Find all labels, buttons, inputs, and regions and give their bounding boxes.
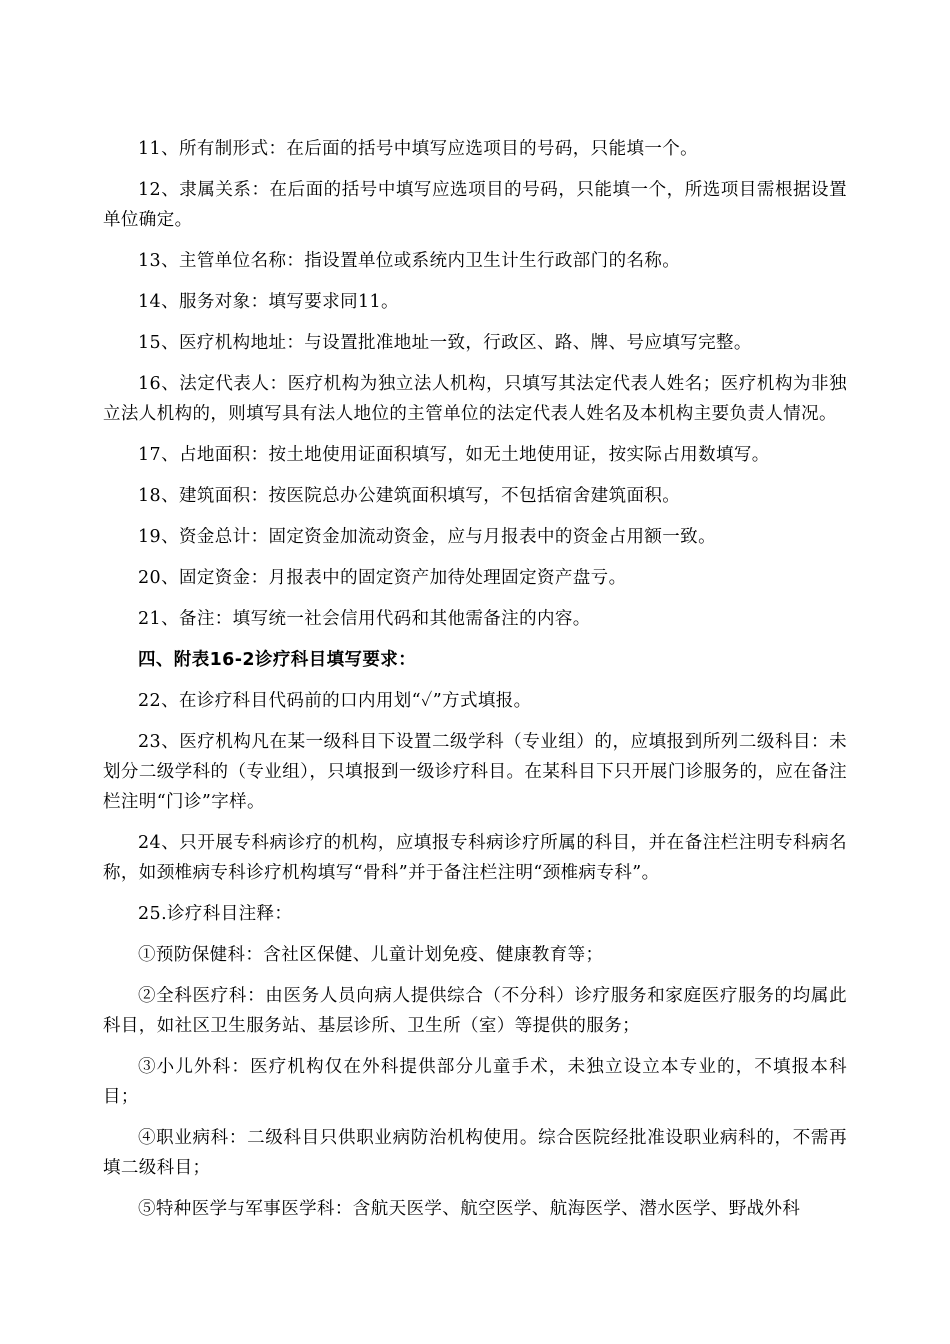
- item-18-building-area: 18、建筑面积：按医院总办公建筑面积填写，不包括宿舍建筑面积。: [138, 486, 681, 506]
- note-2-general-practice: ②全科医疗科：由医务人员向病人提供综合（不分科）诊疗服务和家庭医疗服务的均属此科目，如社区卫生服务站、基层诊所、卫生所（室）等提供的服务；: [103, 986, 847, 1036]
- note-3-pediatric-surgery: ③小儿外科：医疗机构仅在外科提供部分儿童手术，未独立设立本专业的，不填报本科目；: [103, 1057, 847, 1107]
- item-21-remarks: 21、备注：填写统一社会信用代码和其他需备注的内容。: [138, 609, 591, 629]
- item-13-supervising-unit: 13、主管单位名称：指设置单位或系统内卫生计生行政部门的名称。: [138, 251, 681, 271]
- item-25-subject-notes: 25.诊疗科目注释：: [138, 904, 293, 924]
- item-15-address: 15、医疗机构地址：与设置批准地址一致，行政区、路、牌、号应填写完整。: [138, 333, 752, 353]
- item-16-legal-representative: 16、法定代表人：医疗机构为独立法人机构，只填写其法定代表人姓名；医疗机构为非独立法人机构的，则填写具有法人地位的主管单位的法定代表人姓名及本机构主要负责人情况。: [103, 374, 847, 424]
- item-17-land-area: 17、占地面积：按土地使用证面积填写，如无土地使用证，按实际占用数填写。: [138, 445, 770, 465]
- section-heading-4: 四、附表16-2诊疗科目填写要求：: [138, 650, 417, 670]
- note-5-special-military-medicine: ⑤特种医学与军事医学科：含航天医学、航空医学、航海医学、潜水医学、野战外科: [138, 1199, 801, 1219]
- item-20-fixed-funds: 20、固定资金：月报表中的固定资产加待处理固定资产盘亏。: [138, 568, 627, 588]
- item-24-specialty-clinics: 24、只开展专科病诊疗的机构，应填报专科病诊疗所属的科目，并在备注栏注明专科病名称，如颈椎病专科诊疗机构填写“骨科”并于备注栏注明“颈椎病专科”。: [103, 833, 847, 883]
- item-14-service-target: 14、服务对象：填写要求同11。: [138, 292, 399, 312]
- item-23-secondary-subjects: 23、医疗机构凡在某一级科目下设置二级学科（专业组）的，应填报到所列二级科目：未划分二级学科的（专业组），只填报到一级诊疗科目。在某科目下只开展门诊服务的，应在备注栏注明“门诊”字样。: [103, 732, 847, 812]
- item-22-checkmark: 22、在诊疗科目代码前的口内用划“✓”方式填报。: [138, 691, 532, 711]
- item-19-total-funds: 19、资金总计：固定资金加流动资金，应与月报表中的资金占用额一致。: [138, 527, 716, 547]
- item-12-affiliation: 12、隶属关系：在后面的括号中填写应选项目的号码，只能填一个，所选项目需根据设置单位确定。: [103, 180, 847, 230]
- item-11-ownership-form: 11、所有制形式：在后面的括号中填写应选项目的号码，只能填一个。: [138, 139, 699, 159]
- document-body: [103, 134, 847, 1224]
- note-1-preventive-care: ①预防保健科：含社区保健、儿童计划免疫、健康教育等；: [138, 945, 604, 965]
- note-4-occupational-disease: ④职业病科：二级科目只供职业病防治机构使用。综合医院经批准设职业病科的，不需再填二级科目；: [103, 1128, 847, 1178]
